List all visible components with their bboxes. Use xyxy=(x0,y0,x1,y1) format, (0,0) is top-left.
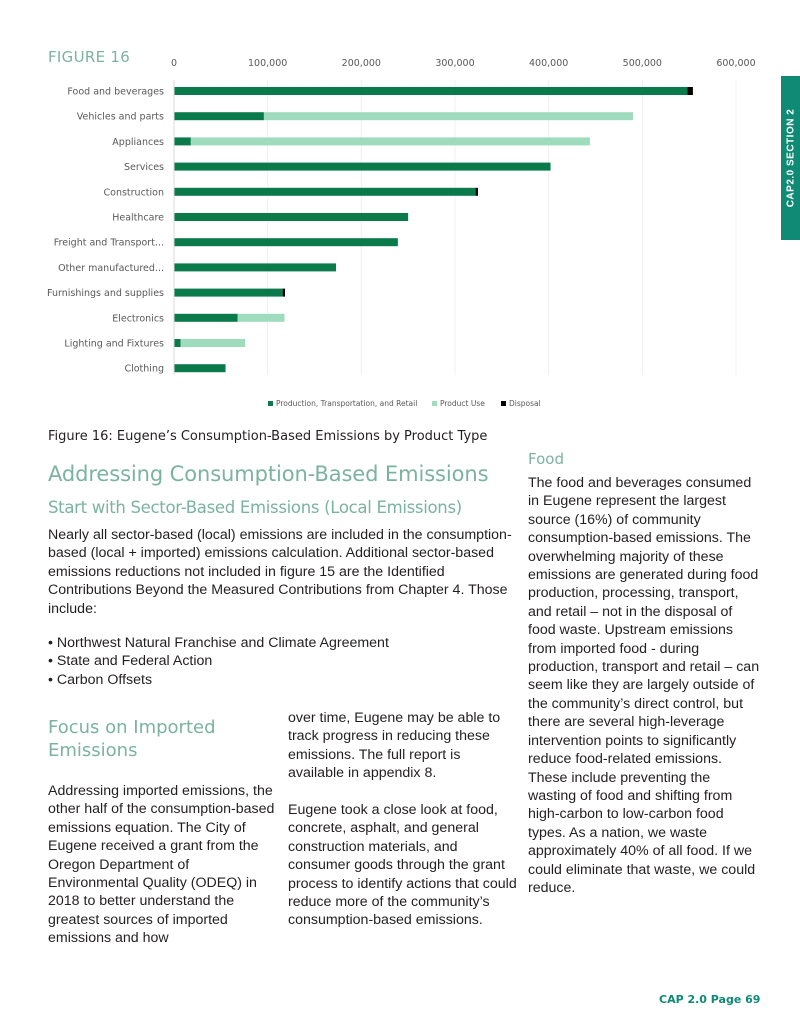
category-label: Clothing xyxy=(124,363,164,375)
imported-paragraph: Addressing imported emissions, the other half of the consumption-based emissions equation. The City of Eugene received a grant from the Oregon Department of Environmental Quality (ODEQ) in 2018 to better understand the greatest sources of imported emissions and how xyxy=(48,783,275,947)
bar-segment xyxy=(174,314,238,322)
figure-label: FIGURE 16 xyxy=(48,48,131,66)
legend-swatch xyxy=(501,401,506,406)
bar-segment xyxy=(191,137,590,145)
legend-label: Disposal xyxy=(509,399,541,408)
chart-gridlines xyxy=(268,80,736,375)
legend-swatch xyxy=(432,401,437,406)
category-label: Food and beverages xyxy=(67,86,164,98)
chart-legend xyxy=(268,399,541,408)
section-subheading: Start with Sector-Based Emissions (Local Emissions) xyxy=(48,498,462,517)
x-tick-label: 200,000 xyxy=(341,58,381,69)
grant-paragraph: Eugene took a close look at food, concrete, asphalt, and general construction materials, and consumer goods through the grant process to identify actions that could reduce more of the community’s consumption-based emissions. xyxy=(288,802,517,929)
category-label: Vehicles and parts xyxy=(76,111,164,123)
bar-segment xyxy=(687,87,693,95)
x-tick-label: 100,000 xyxy=(248,58,288,69)
bar-segment xyxy=(238,314,285,322)
imported-column-2 xyxy=(288,709,520,930)
category-label: Healthcare xyxy=(112,212,164,224)
category-labels xyxy=(47,87,164,375)
bar-segment xyxy=(174,137,191,145)
x-tick-label: 600,000 xyxy=(716,58,756,69)
figure-caption: Figure 16: Eugene’s Consumption-Based Emissions by Product Type xyxy=(48,429,488,444)
intro-paragraph xyxy=(48,526,518,618)
x-tick-label: 300,000 xyxy=(435,58,475,69)
chart-bars xyxy=(174,87,693,372)
emissions-bar-chart xyxy=(0,0,800,420)
bar-segment xyxy=(174,238,398,246)
list-item: • Carbon Offsets xyxy=(48,671,153,688)
bar-segment xyxy=(174,112,264,120)
bar-segment xyxy=(174,163,551,171)
bar-segment xyxy=(174,87,687,95)
category-label: Electronics xyxy=(112,313,164,325)
legend-label: Production, Transportation, and Retail xyxy=(276,399,418,408)
imported-heading: Focus on Imported Emissions xyxy=(48,717,216,761)
intro-text: Nearly all sector-based (local) emissions are included in the consumption-based (local + imported) emissions calculation. Additional sector-based emissions reductions not included in figure 15 are the Identified Contributions Beyond the Measured Contributions from Chapter 4. Those include: xyxy=(48,527,512,617)
x-tick-label: 500,000 xyxy=(622,58,662,69)
x-tick-label: 400,000 xyxy=(529,58,569,69)
page-footer: CAP 2.0 Page 69 xyxy=(659,993,761,1006)
category-label: Construction xyxy=(103,187,164,199)
bar-segment xyxy=(264,112,633,120)
bar-segment xyxy=(181,339,246,347)
category-label: Appliances xyxy=(112,136,164,148)
category-label: Furnishings and supplies xyxy=(47,288,164,300)
food-column xyxy=(528,474,760,897)
bar-segment xyxy=(476,188,478,196)
bar-segment xyxy=(283,289,285,297)
x-tick-label: 0 xyxy=(170,58,178,69)
imported-paragraph-cont: over time, Eugene may be able to track progress in reducing these emissions. The full report is available in appendix 8. xyxy=(288,710,501,782)
category-label: Services xyxy=(123,162,164,174)
bar-segment xyxy=(174,289,283,297)
list-item: • State and Federal Action xyxy=(48,653,213,670)
category-label: Freight and Transport... xyxy=(53,237,164,249)
imported-column-1 xyxy=(48,782,276,948)
bar-segment xyxy=(174,213,408,221)
list-item: • Northwest Natural Franchise and Climate Agreement xyxy=(48,635,389,651)
bar-segment xyxy=(174,263,336,271)
x-axis-ticks xyxy=(171,58,756,69)
section-tab-label: CAP2.0 SECTION 2 xyxy=(785,108,796,208)
bar-segment xyxy=(174,364,226,372)
category-label: Other manufactured... xyxy=(58,262,164,274)
page-heading: Addressing Consumption-Based Emissions xyxy=(48,462,489,486)
food-paragraph: The food and beverages consumed in Eugene represent the largest source (16%) of community consumption-based emissions. The overwhelming majority of these emissions are generated during food production, processing, transport, and retail – not in the disposal of food waste. Upstream emissions from imported food - during production, transport and retail – can seem like they are largely outside of the community’s direct control, but there are several high-leverage intervention points to significantly reduce food-related emissions. These include preventing the wasting of food and shifting from high-carbon to low-carbon food types. As a nation, we waste approximately 40% of all food. If we could eliminate that waste, we could reduce. xyxy=(528,475,760,896)
food-heading: Food xyxy=(528,450,564,468)
bar-segment xyxy=(174,339,181,347)
contributions-list xyxy=(48,634,518,689)
legend-label: Product Use xyxy=(440,399,485,408)
section-side-tab[interactable] xyxy=(781,76,800,240)
bar-segment xyxy=(174,188,476,196)
category-label: Lighting and Fixtures xyxy=(64,338,164,350)
legend-swatch xyxy=(268,401,273,406)
